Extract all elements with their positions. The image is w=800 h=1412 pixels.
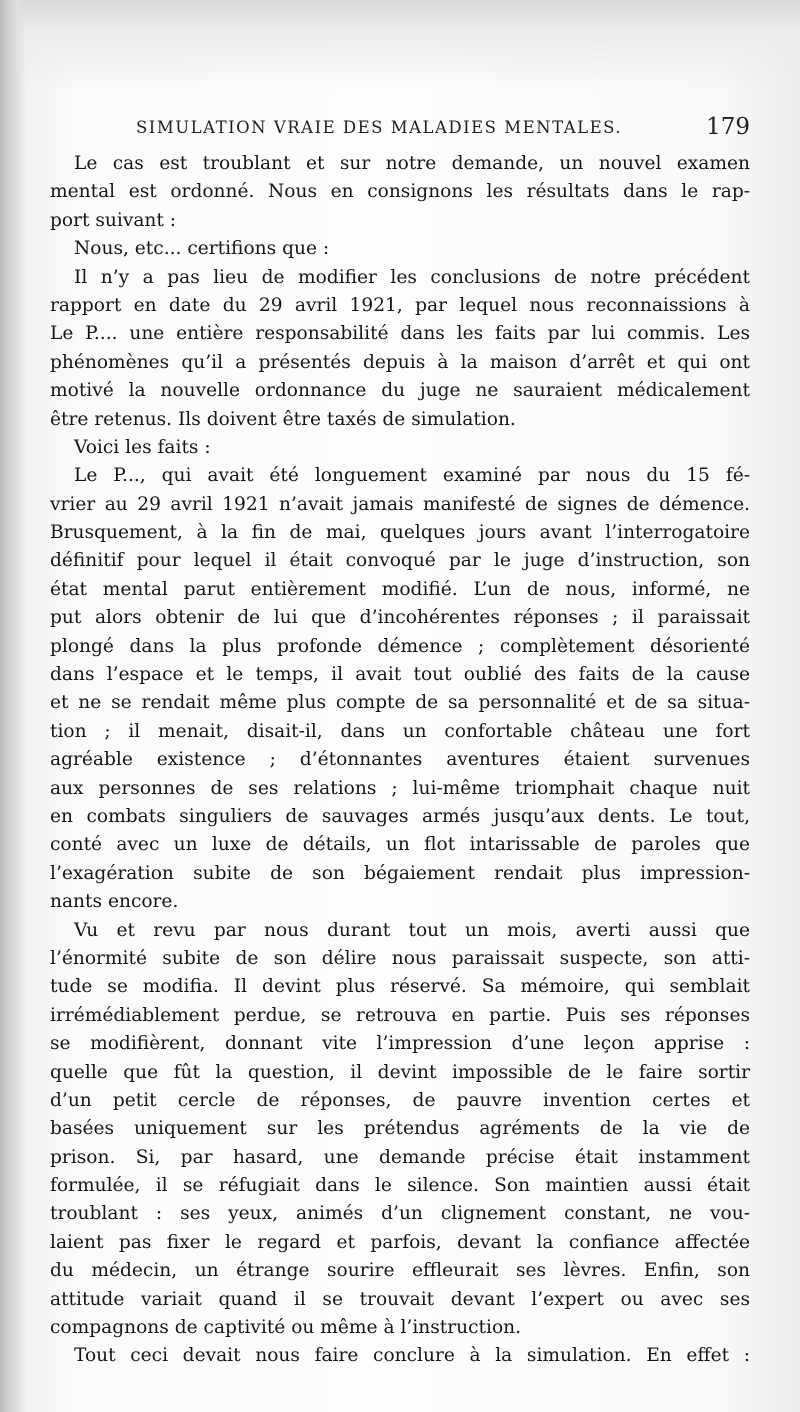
text-line: rapport en date du 29 avril 1921, par lequel nous reconnaissions à <box>50 294 750 316</box>
text-line: plongé dans la plus profonde démence ; complètement désorienté <box>50 635 750 657</box>
text-line: port suivant : <box>50 209 177 231</box>
text-line: mental est ordonné. Nous en consignons les résultats dans le rap- <box>50 181 750 203</box>
text-line: en combats singuliers de sauvages armés jusqu’aux dents. Le tout, <box>50 805 750 827</box>
text-line: Le P..., qui avait été longuement examiné par nous du 15 fé- <box>74 465 750 487</box>
text-line: prison. Si, par hasard, une demande précise était instamment <box>50 1146 750 1168</box>
text-line: Nous, etc... certifions que : <box>74 238 330 260</box>
text-line: Voici les faits : <box>74 436 211 458</box>
text-line: d’un petit cercle de réponses, de pauvre invention certes et <box>50 1089 750 1111</box>
text-line: conté avec un luxe de détails, un flot intarissable de paroles que <box>50 834 750 856</box>
text-line: Vu et revu par nous durant tout un mois, averti aussi que <box>74 919 750 941</box>
text-line: quelle que fût la question, il devint impossible de le faire sortir <box>50 1061 750 1083</box>
text-line: Tout ceci devait nous faire conclure à la simulation. En effet : <box>74 1345 750 1367</box>
text-line: tude se modifia. Il devint plus réservé. Sa mémoire, qui semblait <box>50 976 750 998</box>
text-line: du médecin, un étrange sourire effleurait ses lèvres. Enfin, son <box>50 1260 750 1282</box>
text-line: aux personnes de ses relations ; lui-même triomphait chaque nuit <box>50 777 750 799</box>
text-line: phénomènes qu’il a présentés depuis à la maison d’arrêt et qui ont <box>50 351 750 373</box>
body-text <box>50 150 750 1371</box>
text-line: état mental parut entièrement modifié. L’un de nous, informé, ne <box>50 578 750 600</box>
text-line: irrémédiablement perdue, se retrouva en partie. Puis ses réponses <box>50 1004 750 1026</box>
text-line: basées uniquement sur les prétendus agréments de la vie de <box>50 1118 750 1140</box>
text-line: Brusquement, à la fin de mai, quelques jours avant l’interrogatoire <box>50 522 750 544</box>
text-line: troublant : ses yeux, animés d’un clignement constant, ne vou- <box>50 1203 750 1225</box>
text-line: être retenus. Ils doivent être taxés de simulation. <box>50 408 516 430</box>
text-line: tion ; il menait, disait-il, dans un confortable château une fort <box>50 720 750 742</box>
text-line: l’exagération subite de son bégaiement rendait plus impression- <box>50 862 750 884</box>
page-number: 179 <box>706 114 750 140</box>
running-title: SIMULATION VRAIE DES MALADIES MENTALES. <box>136 118 623 137</box>
text-line: laient pas fixer le regard et parfois, devant la confiance affectée <box>50 1231 750 1253</box>
scan-binding-shadow <box>0 0 26 1412</box>
text-line: l’énormité subite de son délire nous paraissait suspecte, son atti- <box>50 947 750 969</box>
text-line: et ne se rendait même plus compte de sa personnalité et de sa situa- <box>50 692 750 714</box>
text-line: vrier au 29 avril 1921 n’avait jamais manifesté de signes de démence. <box>50 493 750 515</box>
page-header <box>136 114 750 144</box>
text-line: nants encore. <box>50 891 179 913</box>
scan-top-shadow <box>0 0 800 90</box>
text-line: Le P.... une entière responsabilité dans les faits par lui commis. Les <box>50 323 750 345</box>
text-line: Le cas est troublant et sur notre demande, un nouvel examen <box>74 153 750 174</box>
text-line: Il n’y a pas lieu de modifier les conclusions de notre précédent <box>74 266 750 288</box>
text-line: formulée, il se réfugiait dans le silence. Son maintien aussi était <box>50 1175 750 1197</box>
text-line: put alors obtenir de lui que d’incohérentes réponses ; il paraissait <box>50 607 750 629</box>
text-line: attitude variait quand il se trouvait devant l’expert ou avec ses <box>50 1288 750 1310</box>
text-line: dans l’espace et le temps, il avait tout oublié des faits de la cause <box>50 664 750 686</box>
text-line: motivé la nouvelle ordonnance du juge ne sauraient médicalement <box>50 380 750 402</box>
text-line: se modifièrent, donnant vite l’impression d’une leçon apprise : <box>50 1033 750 1055</box>
text-line: définitif pour lequel il était convoqué par le juge d’instruction, son <box>50 550 750 572</box>
text-line: compagnons de captivité ou même à l’instruction. <box>50 1317 522 1339</box>
text-line: agréable existence ; d’étonnantes aventures étaient survenues <box>50 749 750 771</box>
